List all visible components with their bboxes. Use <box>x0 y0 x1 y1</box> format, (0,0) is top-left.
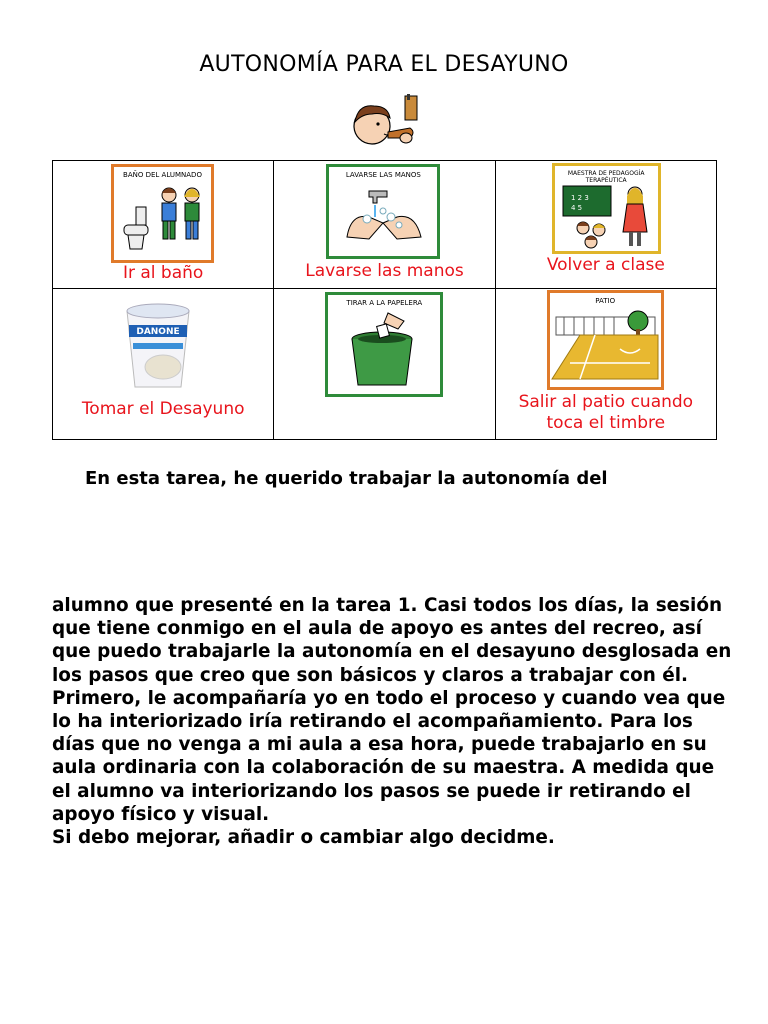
card-label: TIRAR A LA PAPELERA <box>346 299 423 307</box>
boy-eating-breakfast-icon <box>348 94 424 156</box>
yogurt-cup-icon <box>123 299 193 391</box>
trash-bin-icon <box>328 295 440 394</box>
card-label: MAESTRA DE PEDAGOGÍA TERAPÉUTICA <box>567 170 645 184</box>
pictogram-card <box>325 292 443 397</box>
pictogram-table <box>52 160 717 440</box>
svg-text:1 2 3: 1 2 3 <box>570 194 589 202</box>
pictogram-card <box>111 164 214 263</box>
card-label: DANONE <box>136 327 180 337</box>
cell-salir-al-patio <box>495 289 716 440</box>
caption: Salir al patio cuando toca el timbre <box>518 392 694 433</box>
pictogram-card <box>552 163 661 254</box>
caption: Volver a clase <box>546 255 665 275</box>
schoolyard-icon <box>550 293 661 387</box>
intro-text: En esta tarea, he querido trabajar la autonomía del <box>85 468 608 489</box>
page-title: AUTONOMÍA PARA EL DESAYUNO <box>199 52 569 77</box>
closing-text: Si debo mejorar, añadir o cambiar algo decidme. <box>52 827 555 849</box>
cell-volver-a-clase <box>495 161 716 289</box>
cell-tirar-papelera <box>274 289 495 440</box>
body-paragraph <box>52 594 732 849</box>
cell-tomar-desayuno <box>53 289 274 440</box>
caption: Lavarse las manos <box>305 261 464 281</box>
card-label: PATIO <box>595 297 616 305</box>
card-label: LAVARSE LAS MANOS <box>345 171 421 179</box>
cell-lavarse-manos <box>274 161 495 289</box>
body-text: alumno que presenté en la tarea 1. Casi todos los días, la sesión que tiene conmigo en el aula de apoyo es antes del recreo, así que puedo trabajarle la autonomía en el desayuno desglosada en los pasos que creo que son básicos y claros a trabajar con él. Primero, le acompañaría yo en todo el proceso y cuando vea que lo ha interiorizado iría retirando el acompañamiento. Para los días que no venga a mi aula a esa hora, puede trabajarlo en su aula ordinaria con la colaboración de su maestra. A medida que el alumno va interiorizando los pasos se puede ir retirando el apoyo físico y visual. <box>52 595 732 825</box>
caption: Tomar el Desayuno <box>81 399 245 419</box>
card-label: BAÑO DEL ALUMNADO <box>123 171 202 179</box>
pictogram-card <box>326 164 440 259</box>
teacher-classroom-icon <box>555 166 658 251</box>
caption: Ir al baño <box>122 263 204 283</box>
svg-text:4 5: 4 5 <box>570 204 582 212</box>
washing-hands-icon <box>329 167 437 256</box>
toilet-children-icon <box>114 167 211 260</box>
cell-ir-al-bano <box>53 161 274 289</box>
pictogram-card <box>547 290 664 390</box>
